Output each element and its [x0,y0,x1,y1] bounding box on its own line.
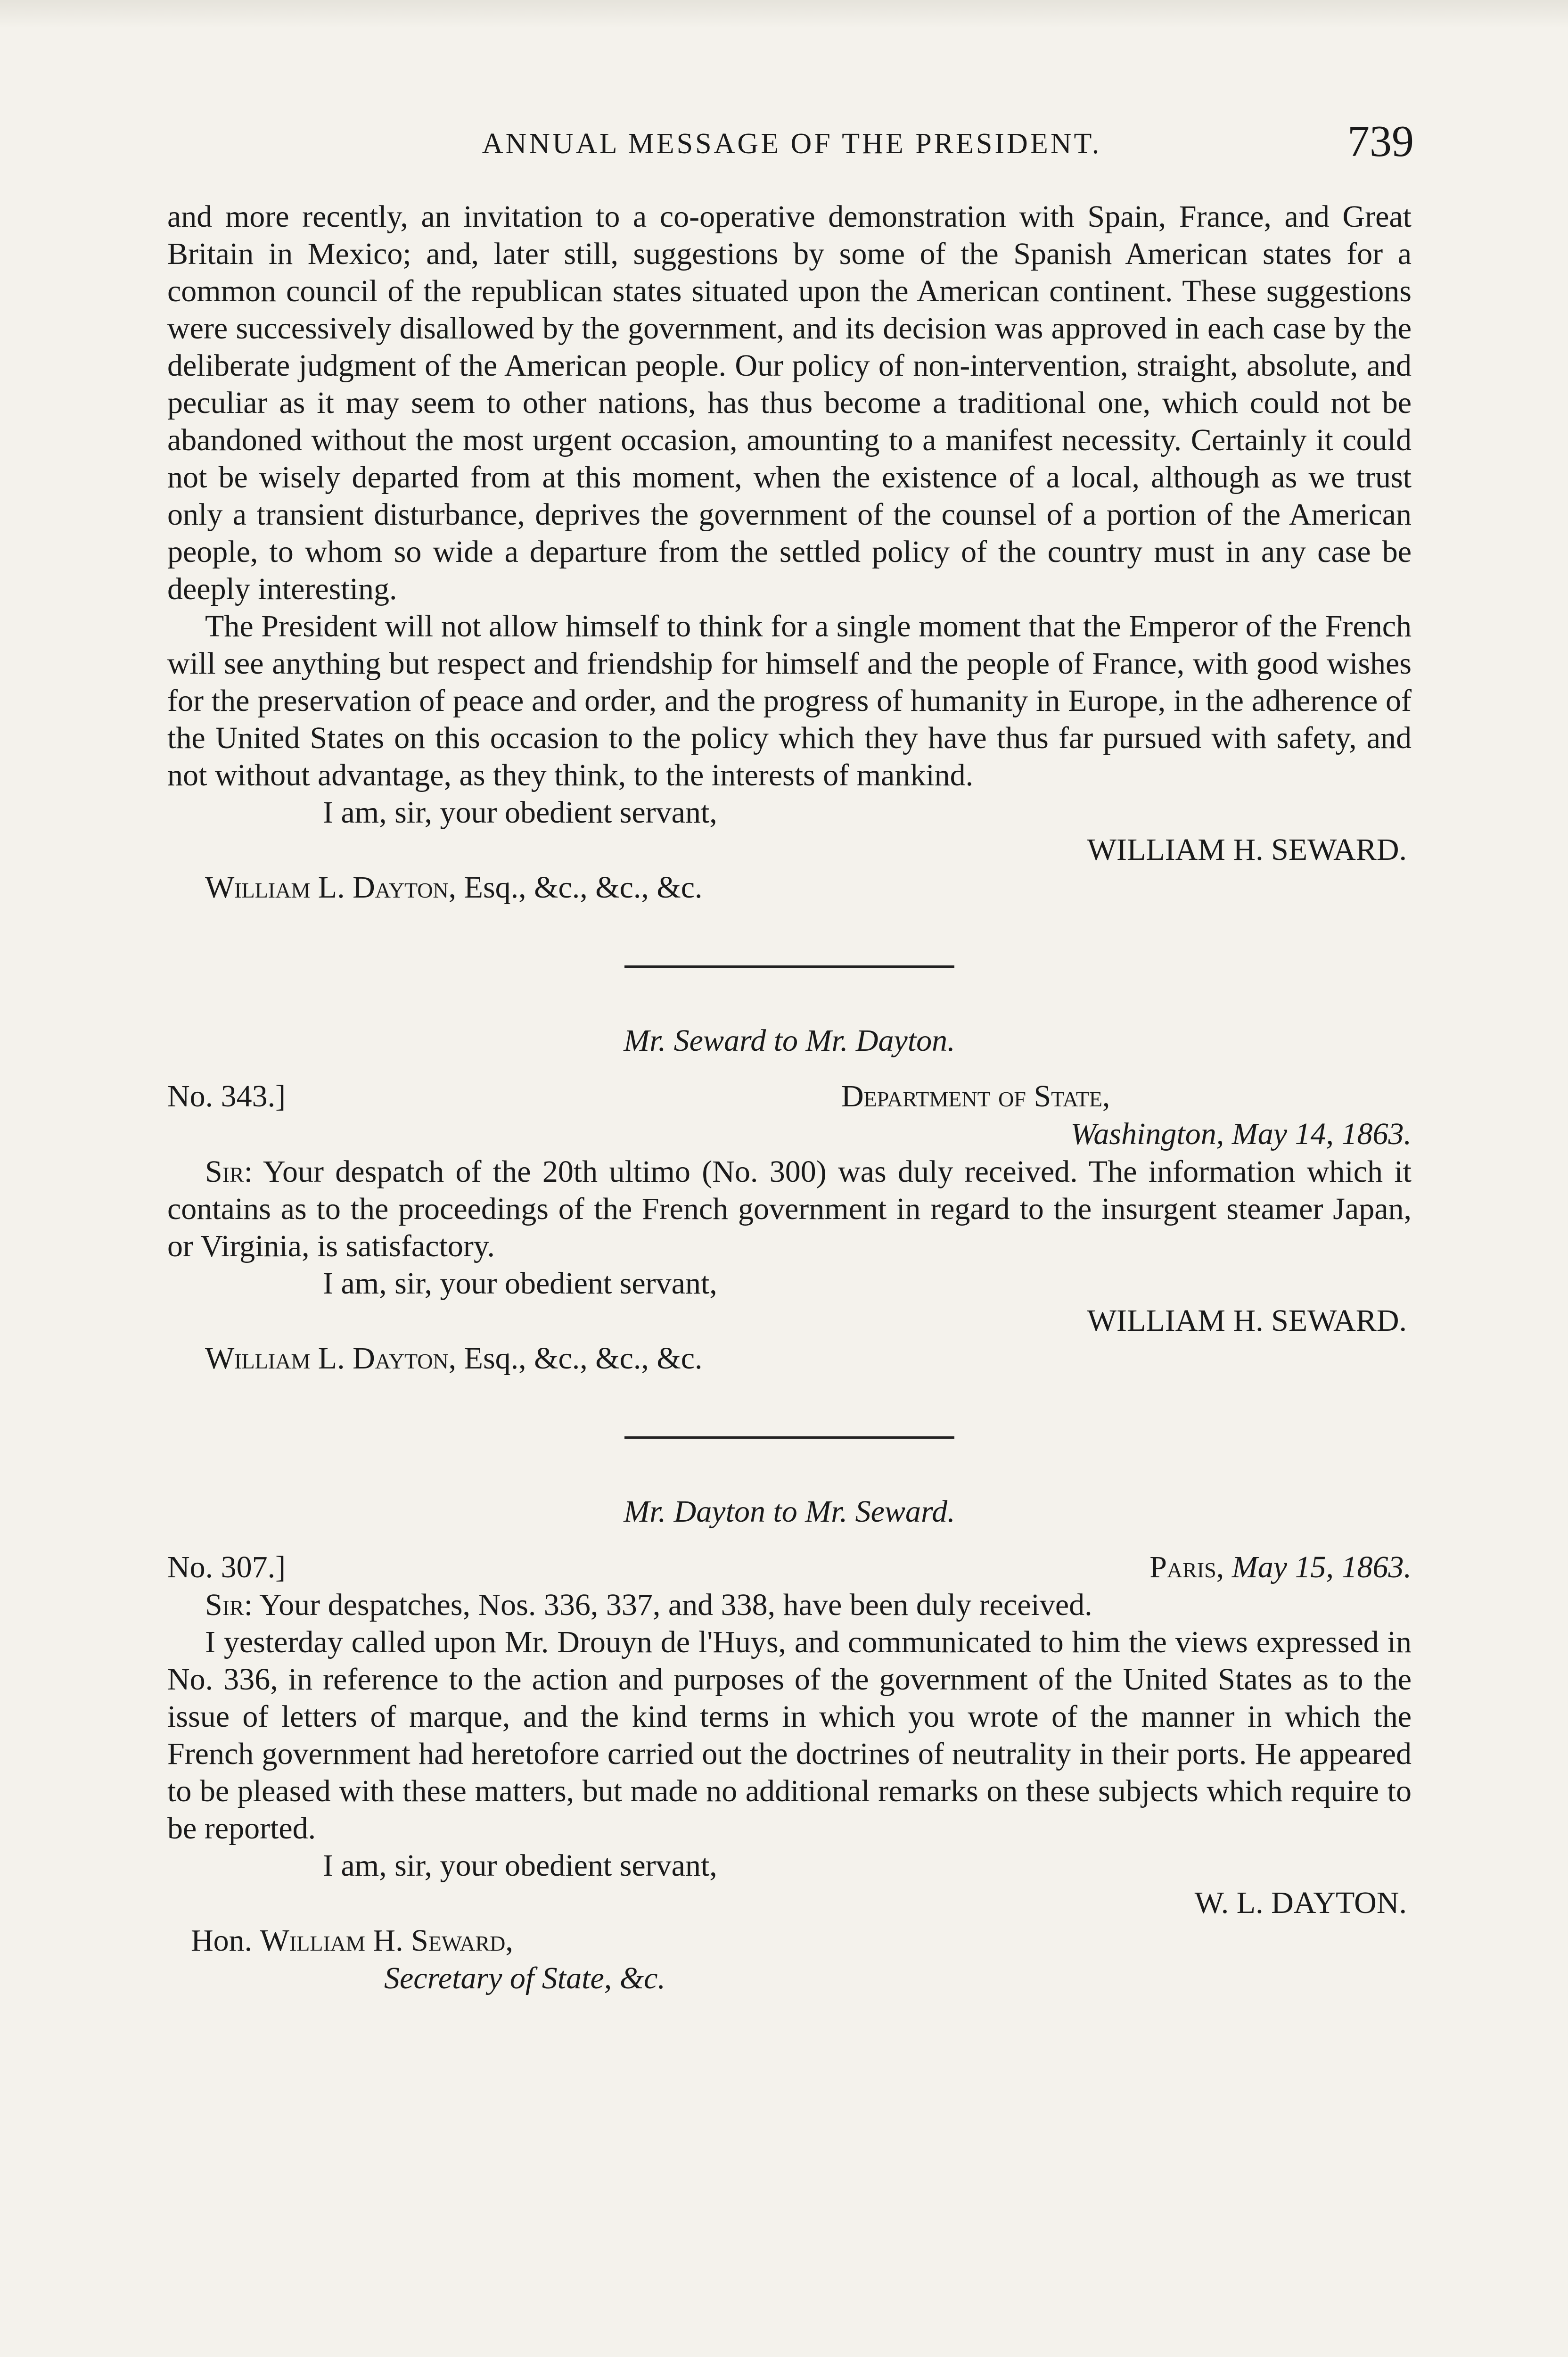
letter-3 [167,1493,1412,1997]
section-divider [624,965,954,968]
header-title: ANNUAL MESSAGE OF THE PRESIDENT. [482,128,1102,160]
letter-heading: Mr. Dayton to Mr. Seward. [624,1494,955,1529]
closing-line: I am, sir, your obedient servant, [323,1266,717,1301]
department: Department of State, [841,1079,1110,1113]
letter-1 [167,198,1412,907]
addressee-suffix: , Esq., &c., &c., &c. [448,1341,703,1376]
addressee [167,1340,1412,1377]
signature: WILLIAM H. SEWARD. [1087,832,1407,867]
place-date: Washington, May 14, 1863. [1070,1117,1412,1151]
paragraph: and more recently, an invitation to a co-operative demonstration with Spain, France, and Great Britain in Mexico; and, later still, suggestions by some of the Spanish American states for a common council of the republican states situated upon the American continent. These suggestions were successively disallowed by the government, and its decision was approved in each case by the deliberate judgment of the American people. Our policy of non-intervention, straight, absolute, and peculiar as it may seem to other nations, has thus become a traditional one, which could not be abandoned without the most urgent occasion, amounting to a manifest necessity. Certainly it could not be wisely departed from at this moment, when the existence of a local, although as we trust only a transient disturbance, deprives the government of the counsel of a portion of the American people, to whom so wide a departure from the settled policy of the country must in any case be deeply interesting. [167,199,1412,606]
closing-line: I am, sir, your obedient servant, [323,795,717,830]
letter-number: No. 343.] [167,1079,286,1113]
letter-number: No. 307.] [167,1550,286,1584]
addressee-name: William H. Seward [260,1923,506,1958]
addressee-name: William L. Dayton [205,1341,449,1376]
addressee-suffix: , Esq., &c., &c., &c. [448,870,703,905]
body-text [167,198,1412,1997]
letter-heading: Mr. Seward to Mr. Dayton. [624,1023,955,1058]
letter-2 [167,1022,1412,1377]
dateline [167,1078,1412,1153]
page-number: 739 [1347,117,1414,166]
scan-edge [0,0,1568,28]
paragraph: Sir: Your despatches, Nos. 336, 337, and 338, have been duly received. [205,1588,1092,1622]
paragraph: The President will not allow himself to think for a single moment that the Emperor of the French will see anything but respect and friendship for himself and the people of France, with good wishes for the preservation of peace and order, and the progress of humanity in Europe, in the adherence of the United States on this occasion to the policy which they have thus far pursued with safety, and not without advantage, as they think, to the interests of mankind. [167,609,1412,792]
paragraph: I yesterday called upon Mr. Drouyn de l'Huys, and communicated to him the views expressed in No. 336, in reference to the action and purposes of the government of the United States as to the issue of letters of marque, and the kind terms in which you wrote of the manner in which the French government had heretofore carried out the doctrines of neutrality in their ports. He appeared to be pleased with these matters, but made no additional remarks on these subjects which require to be reported. [167,1625,1412,1846]
running-header [170,118,1414,170]
salutation: Sir: [205,1154,253,1189]
addressee-name: William L. Dayton [205,870,449,905]
salutation: Sir: [205,1588,253,1622]
addressee [167,869,1412,907]
signature: WILLIAM H. SEWARD. [1087,1303,1407,1338]
dateline [167,1549,1412,1586]
paragraph: Sir: Your despatch of the 20th ultimo (No. 300) was duly received. The information which it contains as to the proceedings of the French government in regard to the insurgent steamer Japan, or Virginia, is satisfactory. [167,1154,1412,1263]
addressee-title: Secretary of State, &c. [384,1961,665,1995]
closing-line: I am, sir, your obedient servant, [323,1848,717,1883]
place-date: Paris, May 15, 1863. [1149,1550,1412,1584]
addressee: Hon. William H. Seward, [191,1923,513,1958]
signature: W. L. DAYTON. [1194,1886,1407,1920]
section-divider [624,1436,954,1439]
